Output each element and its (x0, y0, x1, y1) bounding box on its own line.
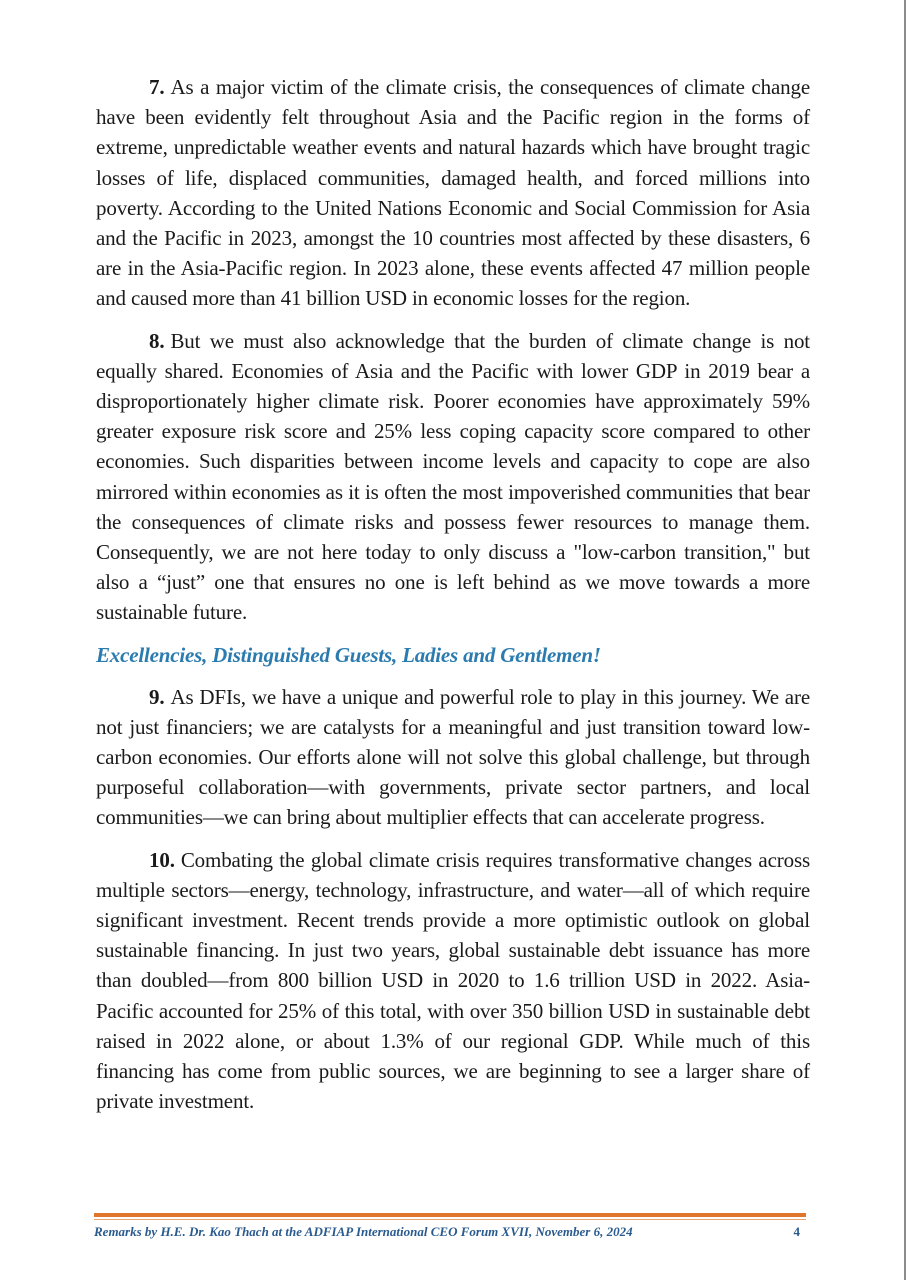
paragraph-10 (96, 845, 810, 1117)
paragraph-number: 9. (149, 684, 165, 709)
paragraph-text: As DFIs, we have a unique and powerful role to play in this journey. We are not just financiers; we are catalysts for a meaningful and just transition toward low-carbon economies. Our efforts alone will not solve this global challenge, but through purposeful collaboration—with governments, private sector partners, and local communities—we can bring about multiplier effects that can accelerate progress. (96, 684, 810, 830)
salutation-heading: Excellencies, Distinguished Guests, Ladies and Gentlemen! (96, 642, 601, 667)
paragraph-number: 7. (149, 75, 165, 99)
paragraph-text: But we must also acknowledge that the burden of climate change is not equally shared. Economies of Asia and the Pacific with lower GDP in 2019 bear a disproportionately higher climate risk. Poorer economies have approximately 59% greater exposure risk score and 25% less coping capacity score compared to other economies. Such disparities between income levels and capacity to cope are also mirrored within economies as it is often the most impoverished communities that bear the consequences of climate risks and possess fewer resources to manage them. Consequently, we are not here today to only discuss a "low-carbon transition," but also a “just” one that ensures no one is left behind as we move towards a more sustainable future. (96, 328, 810, 625)
paragraph-9 (96, 682, 810, 833)
page-number: 4 (793, 1224, 800, 1239)
paragraph-number: 10. (149, 847, 175, 872)
footer-divider (94, 1213, 806, 1217)
page-body (96, 72, 810, 1129)
paragraph-number: 8. (149, 328, 165, 353)
page-footer (94, 1213, 806, 1240)
paragraph-8 (96, 326, 810, 628)
footer-divider-thin (94, 1219, 806, 1220)
footer-row (94, 1224, 806, 1240)
footer-caption: Remarks by H.E. Dr. Kao Thach at the ADFIAP International CEO Forum XVII, November 6, 2024 (94, 1224, 633, 1239)
paragraph-text: As a major victim of the climate crisis, the consequences of climate change have been evidently felt throughout Asia and the Pacific region in the forms of extreme, unpredictable weather events and natural hazards which have brought tragic losses of life, displaced communities, damaged health, and forced millions into poverty. According to the United Nations Economic and Social Commission for Asia and the Pacific in 2023, amongst the 10 countries most affected by these disasters, 6 are in the Asia-Pacific region. In 2023 alone, these events affected 47 million people and caused more than 41 billion USD in economic losses for the region. (96, 75, 810, 311)
paragraph-7 (96, 72, 810, 314)
paragraph-text: Combating the global climate crisis requires transformative changes across multiple sectors—energy, technology, infrastructure, and water—all of which require significant investment. Recent trends provide a more optimistic outlook on global sustainable financing. In just two years, global sustainable debt issuance has more than doubled—from 800 billion USD in 2020 to 1.6 trillion USD in 2022. Asia-Pacific accounted for 25% of this total, with over 350 billion USD in sustainable debt raised in 2022 alone, or about 1.3% of our regional GDP. While much of this financing has come from public sources, we are beginning to see a larger share of private investment. (96, 847, 810, 1114)
